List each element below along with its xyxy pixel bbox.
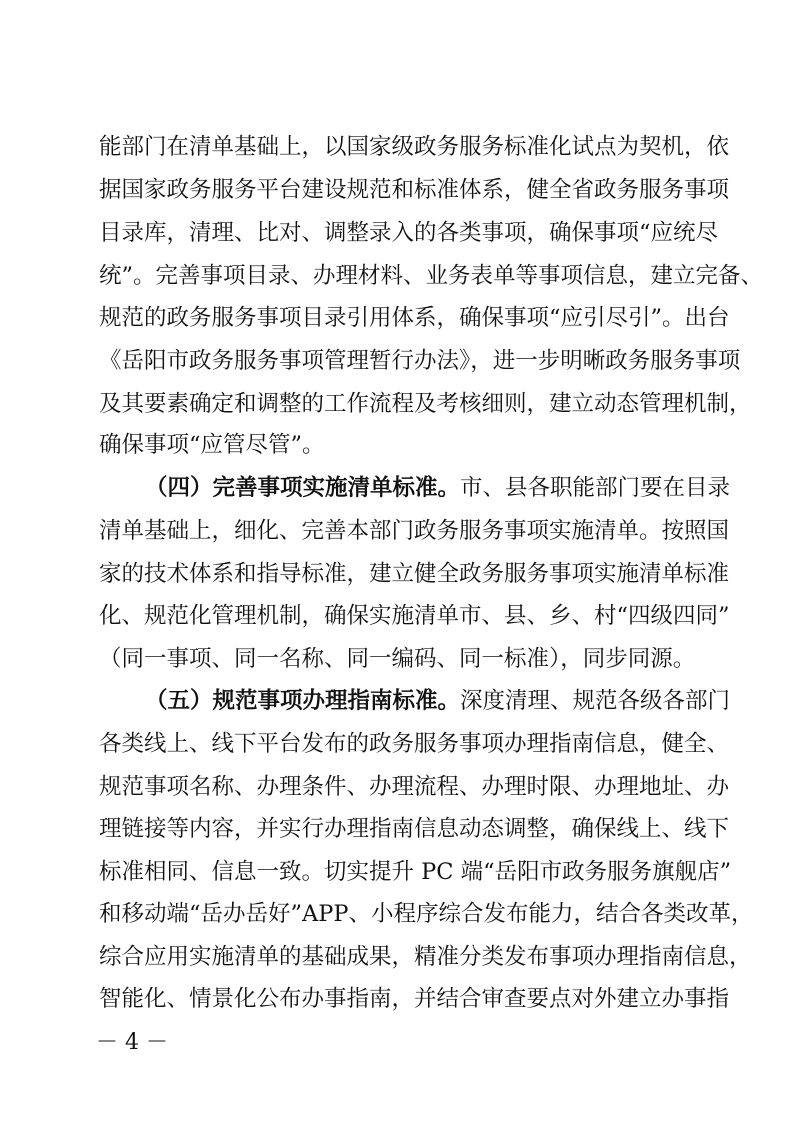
paragraph-line: 能部门在清单基础上，以国家级政务服务标准化试点为契机，依 <box>99 134 730 160</box>
section-5-first-line <box>145 681 731 721</box>
paragraph-line: 理链接等内容，并实行办理指南信息动态调整，确保线上、线下 <box>99 816 730 842</box>
paragraph-line: 家的技术体系和指导标准，建立健全政务服务事项实施清单标准 <box>99 561 730 587</box>
section-heading-4: （四）完善事项实施清单标准。 <box>145 475 461 501</box>
paragraph-line: 规范的政务服务事项目录引用体系，确保事项“应引尽引”。出台 <box>99 305 730 331</box>
paragraph-line: 综合应用实施清单的基础成果，精准分类发布事项办理指南信息， <box>99 944 752 970</box>
paragraph-line: 清单基础上，细化、完善本部门政务服务事项实施清单。按照国 <box>99 518 730 544</box>
paragraph-line: 智能化、情景化公布办事指南，并结合审查要点对外建立办事指 <box>99 986 730 1012</box>
paragraph-line: 确保事项“应管尽管”。 <box>99 432 325 458</box>
paragraph-line: 化、规范化管理机制，确保实施清单市、县、乡、村“四级四同” <box>99 603 730 629</box>
paragraph-line: 和移动端“岳办岳好”APP、小程序综合发布能力，结合各类改革， <box>99 901 754 927</box>
paragraph-line: 统”。完善事项目录、办理材料、业务表单等事项信息，建立完备、 <box>99 263 764 289</box>
paragraph-line: （同一事项、同一名称、同一编码、同一标准），同步同源。 <box>99 646 696 672</box>
paragraph-line: 目录库，清理、比对、调整录入的各类事项，确保事项“应统尽 <box>99 220 719 246</box>
section-4-text: 市、县各职能部门要在目录 <box>460 475 731 501</box>
section-heading-5: （五）规范事项办理指南标准。 <box>145 688 461 714</box>
paragraph-line: 标准相同、信息一致。切实提升 PC 端“岳阳市政务服务旗舰店” <box>99 859 732 885</box>
section-5-text: 深度清理、规范各级各部门 <box>460 688 731 714</box>
paragraph-line: 据国家政务服务平台建设规范和标准体系，健全省政务服务事项 <box>99 177 730 203</box>
paragraph-line: 各类线上、线下平台发布的政务服务事项办理指南信息，健全、 <box>99 731 730 757</box>
paragraph-line: 及其要素确定和调整的工作流程及考核细则，建立动态管理机制， <box>99 391 752 417</box>
paragraph-line: 规范事项名称、办理条件、办理流程、办理时限、办理地址、办 <box>99 774 730 800</box>
section-4-first-line <box>145 468 731 508</box>
paragraph-line: 《岳阳市政务服务事项管理暂行办法》，进一步明晰政务服务事项 <box>99 348 741 374</box>
page-number: － 4 － <box>96 1030 168 1055</box>
